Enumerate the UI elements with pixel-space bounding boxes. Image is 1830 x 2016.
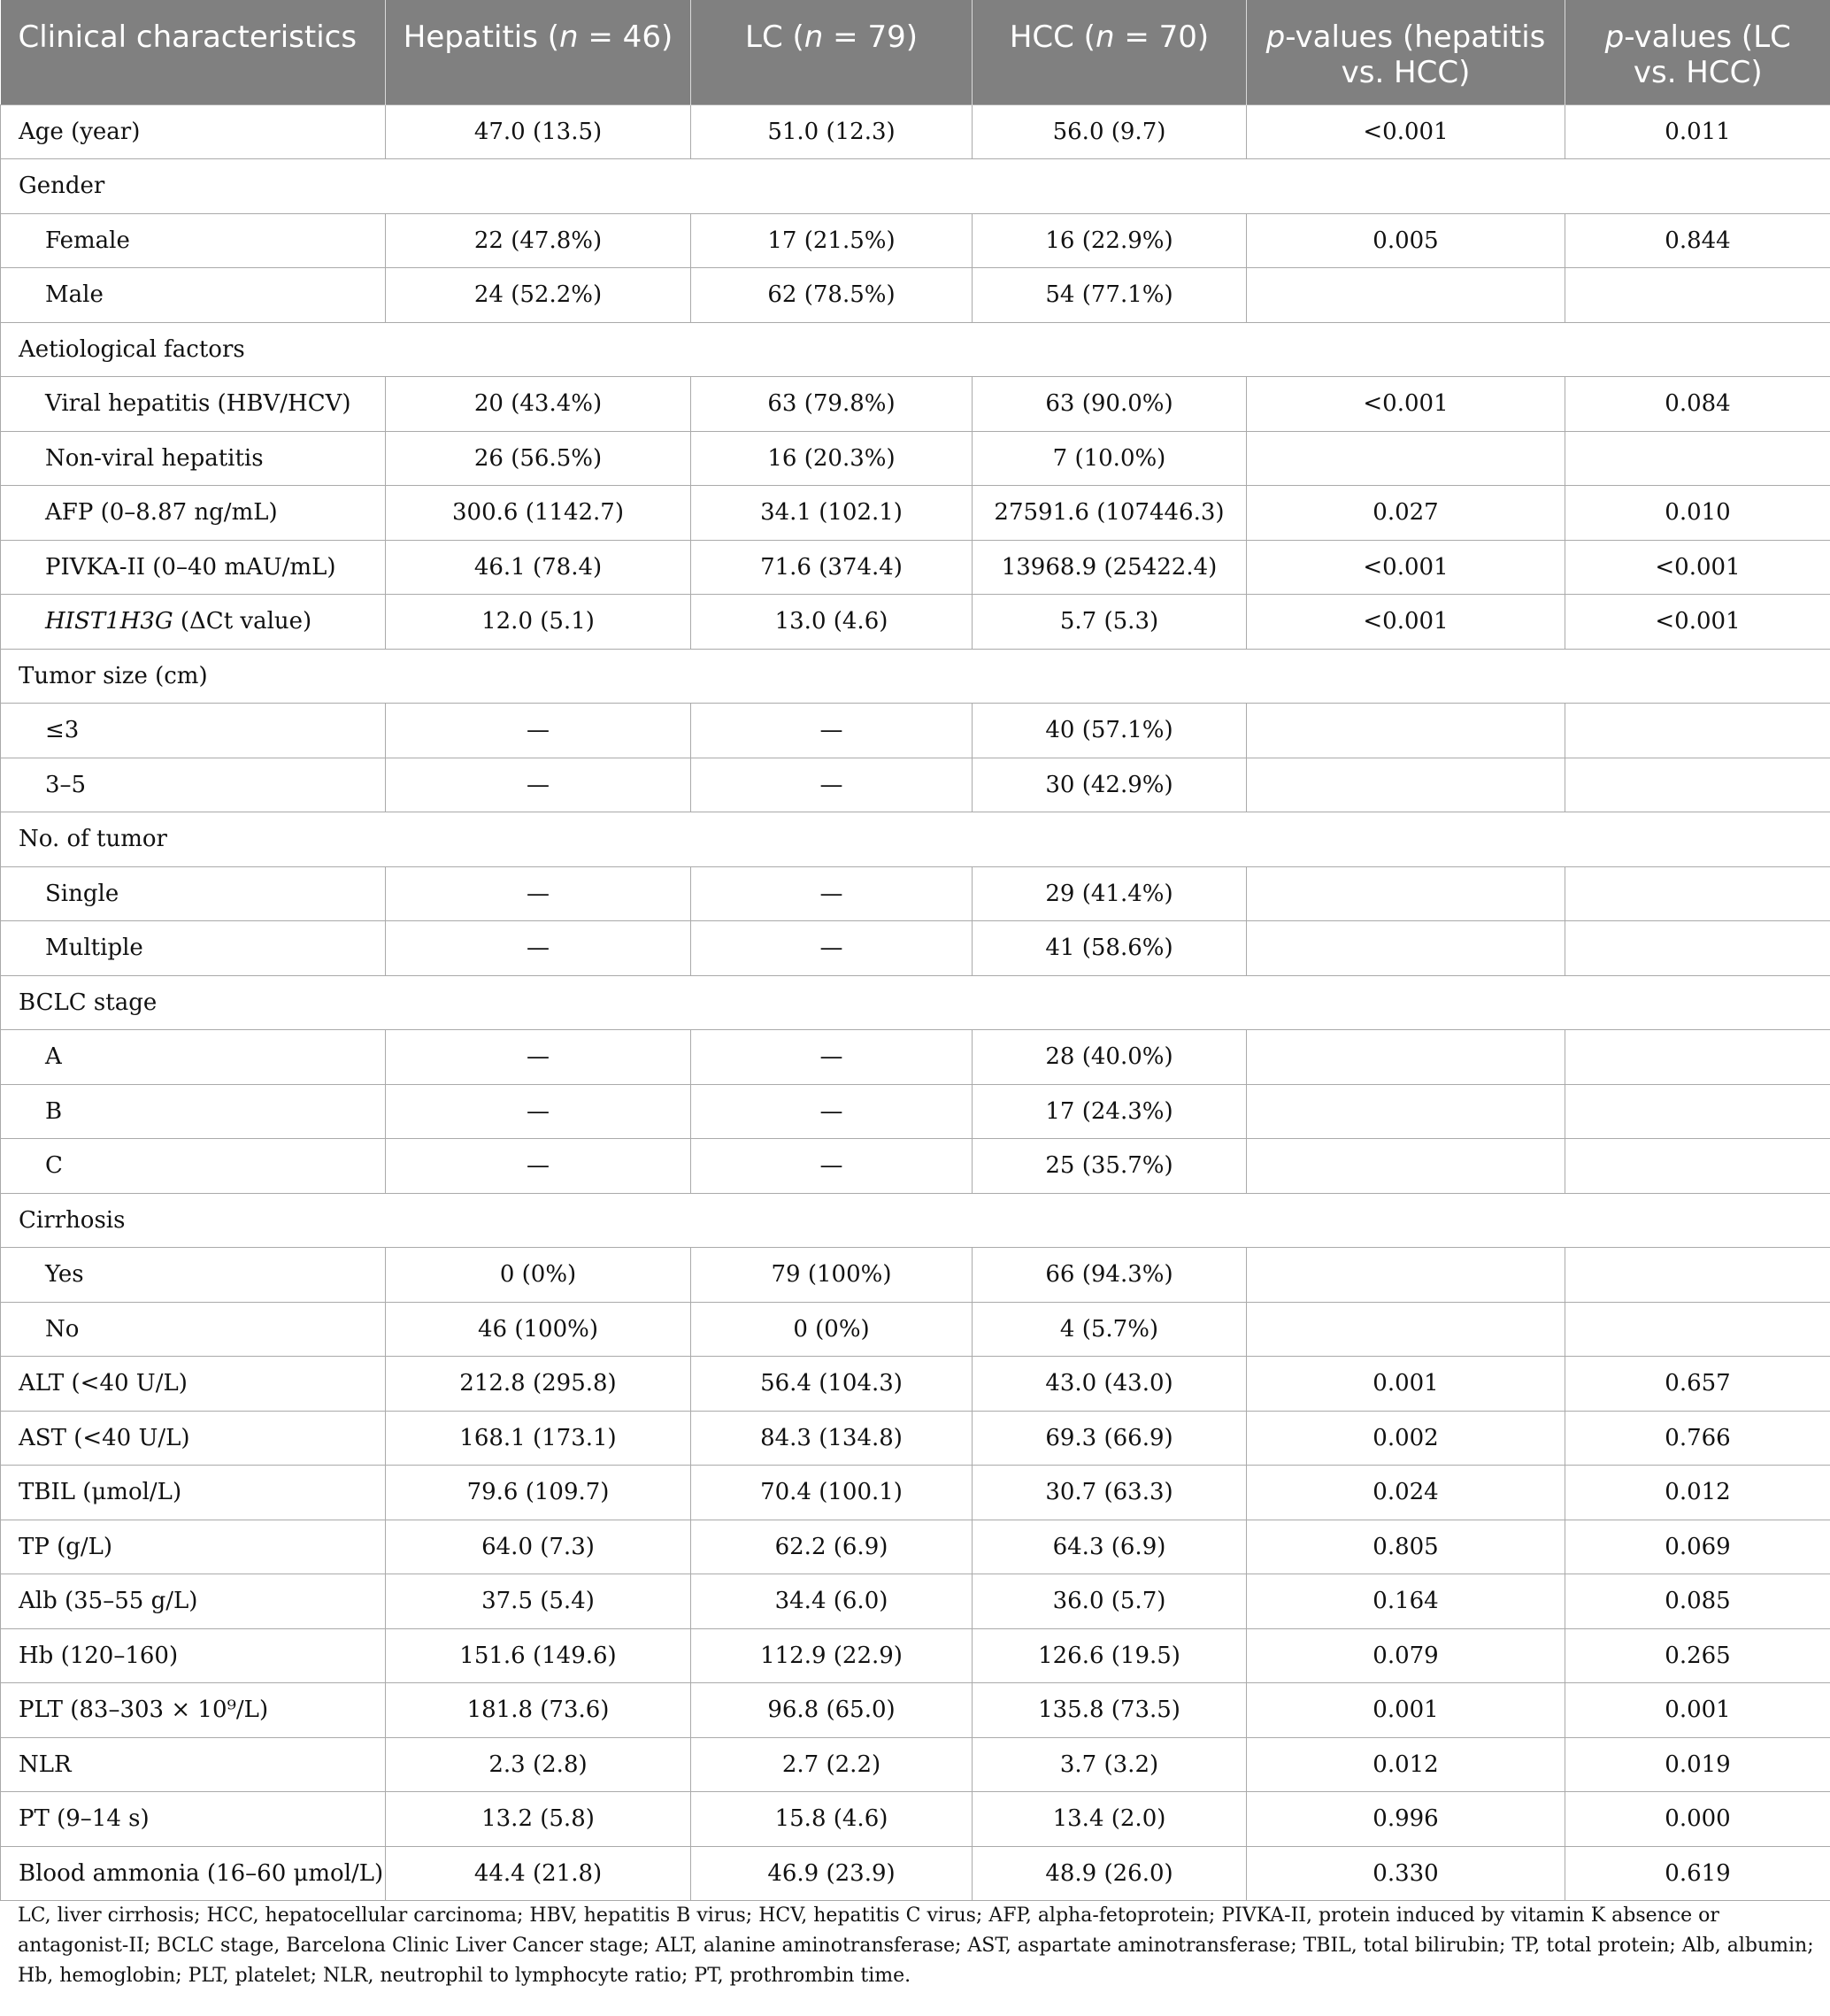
cell-hcc: 64.3 (6.9): [973, 1520, 1247, 1574]
cell-p-hepatitis-vs-hcc: [1247, 1139, 1565, 1194]
cell-lc: 62.2 (6.9): [691, 1520, 973, 1574]
cell-hcc: 5.7 (5.3): [973, 595, 1247, 650]
table-row: [1, 1084, 1830, 1139]
cell-hepatitis: 168.1 (173.1): [386, 1411, 691, 1466]
cell-lc: 15.8 (4.6): [691, 1792, 973, 1847]
cell-p-hepatitis-vs-hcc: 0.027: [1247, 486, 1565, 541]
header-var: p: [1265, 19, 1286, 55]
cell-hepatitis: —: [386, 1030, 691, 1085]
table-body: [1, 104, 1830, 1901]
cell-hcc: 48.9 (26.0): [973, 1846, 1247, 1901]
cell-hcc: 13968.9 (25422.4): [973, 540, 1247, 595]
cell-hepatitis: 20 (43.4%): [386, 377, 691, 432]
cell-hcc: 56.0 (9.7): [973, 104, 1247, 159]
header-text: = 46): [578, 19, 673, 55]
cell-lc: 84.3 (134.8): [691, 1411, 973, 1466]
table-row: [1, 1411, 1830, 1466]
row-label: Viral hepatitis (HBV/HCV): [1, 377, 386, 432]
table-row: [1, 595, 1830, 650]
cell-hepatitis: 0 (0%): [386, 1248, 691, 1303]
section-row: [1, 1193, 1830, 1248]
header-lc: [691, 0, 973, 104]
cell-p-hepatitis-vs-hcc: [1247, 1248, 1565, 1303]
table-row: [1, 758, 1830, 812]
header-text: = 79): [823, 19, 918, 55]
table-row: [1, 1248, 1830, 1303]
cell-hepatitis: 22 (47.8%): [386, 213, 691, 268]
row-label: AFP (0–8.87 ng/mL): [1, 486, 386, 541]
cell-p-lc-vs-hcc: 0.011: [1565, 104, 1830, 159]
cell-p-lc-vs-hcc: [1565, 704, 1830, 758]
table-header: [1, 0, 1830, 104]
cell-hepatitis: 2.3 (2.8): [386, 1737, 691, 1792]
cell-lc: 63 (79.8%): [691, 377, 973, 432]
cell-hepatitis: 24 (52.2%): [386, 268, 691, 323]
cell-lc: —: [691, 1139, 973, 1194]
cell-hepatitis: 12.0 (5.1): [386, 595, 691, 650]
cell-hepatitis: 47.0 (13.5): [386, 104, 691, 159]
table-row: [1, 1574, 1830, 1629]
cell-lc: 0 (0%): [691, 1302, 973, 1357]
header-var: n: [1095, 19, 1115, 55]
cell-p-hepatitis-vs-hcc: [1247, 921, 1565, 976]
cell-p-lc-vs-hcc: 0.000: [1565, 1792, 1830, 1847]
cell-p-lc-vs-hcc: 0.019: [1565, 1737, 1830, 1792]
cell-p-lc-vs-hcc: [1565, 866, 1830, 921]
cell-p-hepatitis-vs-hcc: 0.805: [1247, 1520, 1565, 1574]
cell-hcc: 4 (5.7%): [973, 1302, 1247, 1357]
cell-lc: 56.4 (104.3): [691, 1357, 973, 1412]
table-row: [1, 1737, 1830, 1792]
cell-lc: 13.0 (4.6): [691, 595, 973, 650]
cell-p-lc-vs-hcc: [1565, 1302, 1830, 1357]
cell-p-hepatitis-vs-hcc: 0.079: [1247, 1628, 1565, 1683]
table-row: [1, 1030, 1830, 1085]
row-label: Alb (35–55 g/L): [1, 1574, 386, 1629]
section-label: Aetiological factors: [1, 322, 1830, 377]
cell-lc: —: [691, 921, 973, 976]
cell-hcc: 63 (90.0%): [973, 377, 1247, 432]
cell-hepatitis: 300.6 (1142.7): [386, 486, 691, 541]
cell-hepatitis: —: [386, 866, 691, 921]
cell-lc: 70.4 (100.1): [691, 1466, 973, 1520]
cell-lc: —: [691, 704, 973, 758]
cell-p-hepatitis-vs-hcc: 0.005: [1247, 213, 1565, 268]
cell-hepatitis: 46 (100%): [386, 1302, 691, 1357]
row-label: PLT (83–303 × 10⁹/L): [1, 1683, 386, 1738]
row-label: TBIL (μmol/L): [1, 1466, 386, 1520]
cell-lc: 71.6 (374.4): [691, 540, 973, 595]
table-footnote: LC, liver cirrhosis; HCC, hepatocellular carcinoma; HBV, hepatitis B virus; HCV, hepatitis C virus; AFP, alpha-fetoprotein; PIVKA-II, protein induced by vitamin K absence or antagonist-II; BCLC stage, Barcelona Clinic Liver Cancer stage; ALT, alanine aminotransferase; AST, aspartate aminotransferase; TBIL, total bilirubin; TP, total protein; Alb, albumin; Hb, hemoglobin; PLT, platelet; NLR, neutrophil to lymphocyte ratio; PT, prothrombin time.: [18, 1904, 1814, 1987]
cell-hepatitis: 46.1 (78.4): [386, 540, 691, 595]
section-row: [1, 975, 1830, 1030]
row-label: Female: [1, 213, 386, 268]
header-var: p: [1604, 19, 1625, 55]
cell-p-lc-vs-hcc: [1565, 1030, 1830, 1085]
cell-hcc: 41 (58.6%): [973, 921, 1247, 976]
cell-hcc: 43.0 (43.0): [973, 1357, 1247, 1412]
header-row: [1, 0, 1830, 104]
cell-hcc: 30 (42.9%): [973, 758, 1247, 812]
cell-lc: —: [691, 1084, 973, 1139]
cell-p-hepatitis-vs-hcc: 0.996: [1247, 1792, 1565, 1847]
header-text: -values (hepatitis vs. HCC): [1285, 19, 1546, 90]
section-row: [1, 322, 1830, 377]
cell-hepatitis: 37.5 (5.4): [386, 1574, 691, 1629]
cell-lc: —: [691, 758, 973, 812]
row-label: TP (g/L): [1, 1520, 386, 1574]
cell-p-hepatitis-vs-hcc: 0.164: [1247, 1574, 1565, 1629]
cell-hcc: 40 (57.1%): [973, 704, 1247, 758]
header-var: n: [804, 19, 824, 55]
row-label: Blood ammonia (16–60 μmol/L): [1, 1846, 386, 1901]
cell-hepatitis: —: [386, 704, 691, 758]
cell-p-lc-vs-hcc: 0.084: [1565, 377, 1830, 432]
header-text: -values (LC vs. HCC): [1624, 19, 1791, 90]
cell-p-lc-vs-hcc: 0.619: [1565, 1846, 1830, 1901]
cell-lc: 51.0 (12.3): [691, 104, 973, 159]
header-text: LC (: [745, 19, 804, 55]
section-label: Tumor size (cm): [1, 649, 1830, 704]
header-p-hepatitis-vs-hcc: [1247, 0, 1565, 104]
cell-hepatitis: 181.8 (73.6): [386, 1683, 691, 1738]
cell-hepatitis: 79.6 (109.7): [386, 1466, 691, 1520]
row-label: ≤3: [1, 704, 386, 758]
cell-hepatitis: 64.0 (7.3): [386, 1520, 691, 1574]
table-row: [1, 1846, 1830, 1901]
cell-p-lc-vs-hcc: [1565, 431, 1830, 486]
cell-hcc: 28 (40.0%): [973, 1030, 1247, 1085]
row-label: PT (9–14 s): [1, 1792, 386, 1847]
cell-hcc: 27591.6 (107446.3): [973, 486, 1247, 541]
header-hcc: [973, 0, 1247, 104]
cell-p-hepatitis-vs-hcc: <0.001: [1247, 104, 1565, 159]
cell-p-hepatitis-vs-hcc: [1247, 1084, 1565, 1139]
row-label: Single: [1, 866, 386, 921]
table-row: [1, 921, 1830, 976]
row-label: PIVKA-II (0–40 mAU/mL): [1, 540, 386, 595]
cell-hcc: 126.6 (19.5): [973, 1628, 1247, 1683]
row-label: No: [1, 1302, 386, 1357]
cell-hcc: 3.7 (3.2): [973, 1737, 1247, 1792]
cell-lc: —: [691, 1030, 973, 1085]
cell-p-lc-vs-hcc: 0.010: [1565, 486, 1830, 541]
cell-lc: 2.7 (2.2): [691, 1737, 973, 1792]
table-row: [1, 1466, 1830, 1520]
cell-hepatitis: 13.2 (5.8): [386, 1792, 691, 1847]
section-row: [1, 159, 1830, 214]
cell-hcc: 17 (24.3%): [973, 1084, 1247, 1139]
table-row: [1, 1139, 1830, 1194]
cell-p-hepatitis-vs-hcc: 0.001: [1247, 1357, 1565, 1412]
cell-hcc: 13.4 (2.0): [973, 1792, 1247, 1847]
cell-hcc: 7 (10.0%): [973, 431, 1247, 486]
table-row: [1, 1520, 1830, 1574]
cell-lc: 16 (20.3%): [691, 431, 973, 486]
row-label: [1, 595, 386, 650]
table-row: [1, 1683, 1830, 1738]
cell-hepatitis: —: [386, 1139, 691, 1194]
cell-p-hepatitis-vs-hcc: 0.001: [1247, 1683, 1565, 1738]
cell-p-lc-vs-hcc: 0.265: [1565, 1628, 1830, 1683]
section-label: Gender: [1, 159, 1830, 214]
cell-p-lc-vs-hcc: [1565, 1139, 1830, 1194]
table-row: [1, 213, 1830, 268]
cell-hepatitis: —: [386, 921, 691, 976]
cell-lc: 79 (100%): [691, 1248, 973, 1303]
row-label-text: (ΔCt value): [173, 608, 312, 635]
cell-lc: 46.9 (23.9): [691, 1846, 973, 1901]
cell-p-hepatitis-vs-hcc: [1247, 1030, 1565, 1085]
row-label: Yes: [1, 1248, 386, 1303]
cell-hepatitis: 151.6 (149.6): [386, 1628, 691, 1683]
cell-p-lc-vs-hcc: [1565, 1248, 1830, 1303]
cell-hcc: 66 (94.3%): [973, 1248, 1247, 1303]
cell-p-hepatitis-vs-hcc: [1247, 1302, 1565, 1357]
cell-p-lc-vs-hcc: 0.085: [1565, 1574, 1830, 1629]
table-row: [1, 268, 1830, 323]
cell-lc: 62 (78.5%): [691, 268, 973, 323]
cell-p-hepatitis-vs-hcc: <0.001: [1247, 377, 1565, 432]
cell-p-hepatitis-vs-hcc: <0.001: [1247, 540, 1565, 595]
cell-p-hepatitis-vs-hcc: 0.330: [1247, 1846, 1565, 1901]
cell-lc: 112.9 (22.9): [691, 1628, 973, 1683]
cell-hepatitis: —: [386, 1084, 691, 1139]
table-row: [1, 377, 1830, 432]
table-row: [1, 486, 1830, 541]
cell-hcc: 29 (41.4%): [973, 866, 1247, 921]
table-row: [1, 104, 1830, 159]
cell-p-lc-vs-hcc: 0.657: [1565, 1357, 1830, 1412]
table-row: [1, 1302, 1830, 1357]
cell-hepatitis: 212.8 (295.8): [386, 1357, 691, 1412]
row-label: Non-viral hepatitis: [1, 431, 386, 486]
table-row: [1, 431, 1830, 486]
section-label: Cirrhosis: [1, 1193, 1830, 1248]
section-row: [1, 649, 1830, 704]
header-var: n: [559, 19, 579, 55]
cell-p-lc-vs-hcc: [1565, 921, 1830, 976]
cell-p-lc-vs-hcc: <0.001: [1565, 540, 1830, 595]
cell-hcc: 54 (77.1%): [973, 268, 1247, 323]
cell-hcc: 30.7 (63.3): [973, 1466, 1247, 1520]
cell-p-hepatitis-vs-hcc: [1247, 268, 1565, 323]
cell-p-lc-vs-hcc: 0.012: [1565, 1466, 1830, 1520]
row-label: Hb (120–160): [1, 1628, 386, 1683]
row-label: C: [1, 1139, 386, 1194]
table-row: [1, 1628, 1830, 1683]
header-text: HCC (: [1009, 19, 1096, 55]
cell-lc: 34.4 (6.0): [691, 1574, 973, 1629]
header-clinical-characteristics: Clinical characteristics: [1, 0, 386, 104]
cell-p-hepatitis-vs-hcc: 0.002: [1247, 1411, 1565, 1466]
table-row: [1, 704, 1830, 758]
table-row: [1, 540, 1830, 595]
cell-p-lc-vs-hcc: 0.069: [1565, 1520, 1830, 1574]
header-hepatitis: [386, 0, 691, 104]
row-label: AST (<40 U/L): [1, 1411, 386, 1466]
cell-lc: 34.1 (102.1): [691, 486, 973, 541]
cell-lc: 96.8 (65.0): [691, 1683, 973, 1738]
row-label: Male: [1, 268, 386, 323]
cell-p-hepatitis-vs-hcc: [1247, 866, 1565, 921]
cell-p-lc-vs-hcc: [1565, 1084, 1830, 1139]
cell-p-lc-vs-hcc: [1565, 758, 1830, 812]
header-p-lc-vs-hcc: [1565, 0, 1830, 104]
cell-p-hepatitis-vs-hcc: 0.012: [1247, 1737, 1565, 1792]
cell-hcc: 135.8 (73.5): [973, 1683, 1247, 1738]
row-label-italic: HIST1H3G: [45, 608, 173, 635]
row-label: Age (year): [1, 104, 386, 159]
cell-p-lc-vs-hcc: [1565, 268, 1830, 323]
cell-lc: 17 (21.5%): [691, 213, 973, 268]
cell-p-lc-vs-hcc: 0.844: [1565, 213, 1830, 268]
section-row: [1, 812, 1830, 867]
cell-p-hepatitis-vs-hcc: [1247, 704, 1565, 758]
cell-p-hepatitis-vs-hcc: <0.001: [1247, 595, 1565, 650]
row-label: 3–5: [1, 758, 386, 812]
cell-hcc: 16 (22.9%): [973, 213, 1247, 268]
cell-hepatitis: —: [386, 758, 691, 812]
cell-p-hepatitis-vs-hcc: [1247, 758, 1565, 812]
header-text: Hepatitis (: [403, 19, 560, 55]
table-row: [1, 1792, 1830, 1847]
cell-p-hepatitis-vs-hcc: 0.024: [1247, 1466, 1565, 1520]
cell-p-lc-vs-hcc: <0.001: [1565, 595, 1830, 650]
row-label: B: [1, 1084, 386, 1139]
cell-p-lc-vs-hcc: 0.766: [1565, 1411, 1830, 1466]
cell-hcc: 25 (35.7%): [973, 1139, 1247, 1194]
cell-hepatitis: 26 (56.5%): [386, 431, 691, 486]
header-text: = 70): [1114, 19, 1210, 55]
section-label: No. of tumor: [1, 812, 1830, 867]
table-row: [1, 866, 1830, 921]
cell-p-lc-vs-hcc: 0.001: [1565, 1683, 1830, 1738]
cell-p-hepatitis-vs-hcc: [1247, 431, 1565, 486]
cell-hcc: 69.3 (66.9): [973, 1411, 1247, 1466]
row-label: A: [1, 1030, 386, 1085]
row-label: ALT (<40 U/L): [1, 1357, 386, 1412]
cell-hepatitis: 44.4 (21.8): [386, 1846, 691, 1901]
row-label: NLR: [1, 1737, 386, 1792]
cell-lc: —: [691, 866, 973, 921]
section-label: BCLC stage: [1, 975, 1830, 1030]
cell-hcc: 36.0 (5.7): [973, 1574, 1247, 1629]
row-label: Multiple: [1, 921, 386, 976]
table-row: [1, 1357, 1830, 1412]
